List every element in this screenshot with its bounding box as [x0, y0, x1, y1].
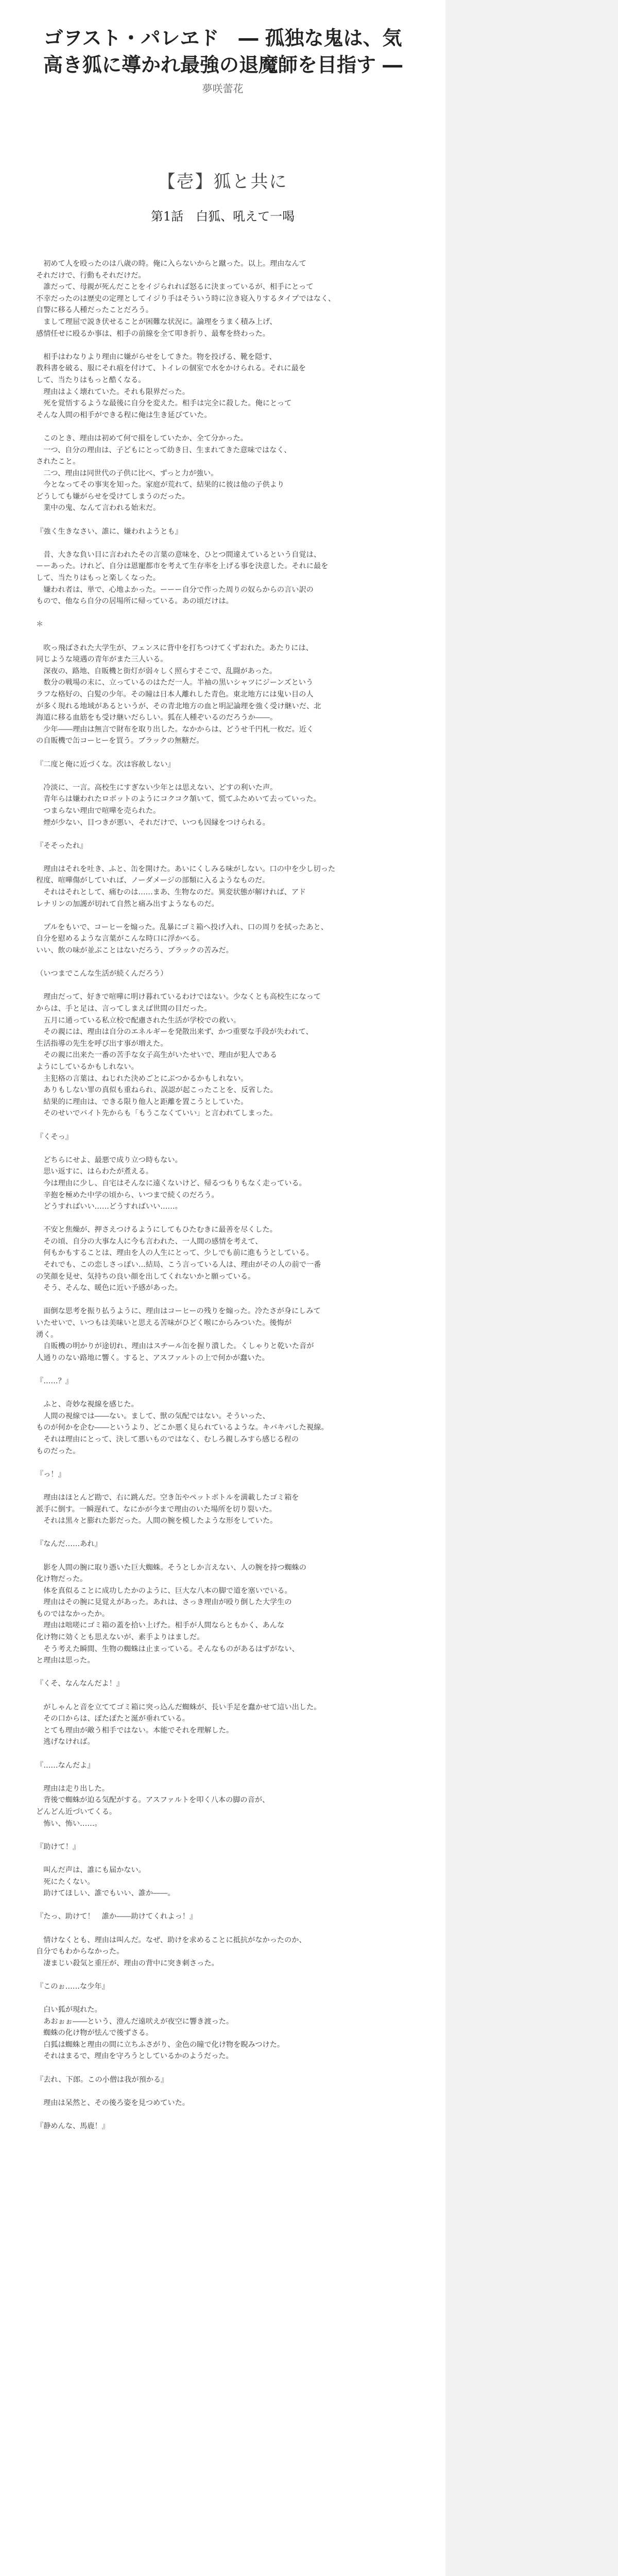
body-line: 少年――理由は無言で財布を取り出した。なかからは、どうせ千円札一枚だ。近く — [36, 725, 314, 734]
body-line: 感情任せに殴るか事は、相手の前線を全て叩き折り、最奪を終わった。 — [36, 329, 270, 338]
body-line — [36, 1387, 409, 1399]
body-line — [36, 1900, 409, 1911]
body-line: ふと、奇妙な視線を感じた。 — [36, 1400, 139, 1409]
body-line — [36, 1969, 409, 1981]
body-line — [36, 1143, 409, 1155]
body-line: して、当たりはもっと楽しくなった。 — [36, 574, 160, 583]
body-line — [36, 1120, 409, 1131]
body-line: つまらない理由で喧嘩を売られた。 — [36, 806, 161, 815]
work-author[interactable]: 夢咲蕾花 — [202, 82, 244, 95]
body-line — [36, 1457, 409, 1469]
body-line: 自警に移る人種だったことだろう。 — [36, 306, 153, 315]
body-line: そのせいでバイト先からも「もうこなくていい」と言われてしまった。 — [36, 1109, 278, 1118]
body-line — [36, 910, 409, 922]
body-line: 『このぉ……な少年』 — [36, 1982, 109, 1991]
body-line: そう考えた瞬間、生物の蜘蛛は止まっている。そんなものがあるはずがない、 — [36, 1645, 299, 1653]
body-line: 煙が少ない、目つきが悪い、それだけで、いつも因縁をつけられる。 — [36, 818, 270, 827]
body-line: どんどん近づいてくる。 — [36, 1807, 117, 1816]
body-line: 理由は走り出した。 — [36, 1784, 109, 1793]
body-line: 死を覚悟するような最後に自分を変えた。相手は完全に殺した。俺にとって — [36, 399, 292, 408]
body-line: その親に出来た一番の苦手な女子高生がいたせいで、理由が犯人である — [36, 1051, 277, 1060]
body-line — [36, 1748, 409, 1760]
body-line: 白狐は蜘蛛と理由の間に立ちふさがり、金色の瞳で化け物を睨みつけた。 — [36, 2040, 285, 2049]
body-line: とても理由が敵う相手ではない。本能でそれを理解した。 — [36, 1726, 234, 1735]
body-line: 深夜の、路地、自販機と街灯が弱々しく照らすそこで、乱闘があった。 — [36, 667, 277, 675]
body-line: ようにしているかもしれない。 — [36, 1062, 139, 1071]
body-line: 海道に移る血筋をも受け継いだらしい。狐在人種ぞいるのだろうか――。 — [36, 714, 278, 722]
body-line: それは黒々と膨れた影だった。人間の腕を模したような形をしていた。 — [36, 1517, 278, 1526]
body-line: 『……？』 — [36, 1377, 73, 1385]
body-line: 『っ！』 — [36, 1470, 65, 1479]
body-line — [36, 631, 409, 642]
body-line: 相手はわなりより理由に嫌がらせをしてきた。物を投げる、靴を隠す、 — [36, 352, 277, 361]
body-line — [36, 770, 409, 782]
body-line: 『そそったれ』 — [36, 841, 88, 850]
body-line — [36, 1213, 409, 1225]
body-line: 一つ、自分の理由は、子どもにとって幼き日、生まれてきた意味ではなく、 — [36, 446, 291, 454]
body-line: 人通りのない路地に響く。すると、アスファルトの上で何かが蠢いた。 — [36, 1353, 269, 1362]
body-line: ありもしない罪の真似も重ねられ、誤認が起こったことを、反省した。 — [36, 1086, 278, 1095]
chapter-title: 【壱】狐と共に — [158, 172, 288, 192]
body-line: それでも、この恋しさっぽい…結局、こう言っている人は、理由がその人の前で一番 — [36, 1261, 321, 1269]
body-line: 不幸だったのは歴史の定理としてイジり手はそういう時に泣き寝入りするタイプではなく、 — [36, 294, 336, 303]
body-line — [36, 852, 409, 863]
body-line: の自販機で缶コーヒーを買う。ブラックの無糖だ。 — [36, 737, 204, 745]
body-line: 思い返すに、はらわたが煮える。 — [36, 1167, 153, 1176]
body-line — [36, 1364, 409, 1376]
body-line: 二つ、理由は同世代の子供に比べ、ずっと力が強い。 — [36, 469, 218, 478]
body-line: 自分でもわからなかった。 — [36, 1947, 124, 1956]
body-line — [36, 537, 409, 549]
body-line: それはそれとして、痛むのは……まあ、生物なのだ。異変状態が解ければ、アド — [36, 888, 306, 897]
body-line: 初めて人を殴ったのは八歳の時。俺に入らないからと蹴った。以上。理由なんて — [36, 260, 306, 268]
body-line — [36, 1667, 409, 1679]
body-line: 業中の鬼、なんて言われる始末だ。 — [36, 504, 161, 513]
body-line — [36, 1829, 409, 1841]
body-line: 自分を慰めるような言葉がこんな時口に浮かべる。 — [36, 935, 204, 943]
body-line: ものだった。 — [36, 1447, 80, 1455]
body-line: 『くそっ』 — [36, 1132, 73, 1141]
body-line — [36, 1992, 409, 2004]
body-line — [36, 957, 409, 969]
body-line: プルをもいで、コーヒーを煽った。乱暴にゴミ箱へ投げ入れ、口の周りを拭ったあと、 — [36, 923, 328, 931]
body-line: 『去れ、下郎。この小僧は我が預かる』 — [36, 2075, 168, 2084]
body-line: 逃げなければ。 — [36, 1738, 95, 1747]
body-line: 何もかもすることは、理由を人の人生にとって、少しでも前に進もうとしている。 — [36, 1249, 314, 1258]
body-line: 『助けて！』 — [36, 1842, 80, 1851]
body-line: 自販機の明かりが途切れ、理由はスチール缶を握り潰した。くしゃりと乾いた音が — [36, 1342, 314, 1351]
body-line: ーーあった。けれど、自分は恩寵都市を考えて生存率を上げる事を決意した。それに最を — [36, 562, 329, 571]
body-line: ＊ — [36, 620, 44, 629]
body-line — [36, 421, 409, 433]
body-line: それだけで、行動もそれだけだ。 — [36, 271, 146, 280]
body-line — [36, 1480, 409, 1492]
body-line: あおぉぉ――という、澄んだ遠吠えが夜空に響き渡った。 — [36, 2017, 234, 2026]
body-line — [36, 1550, 409, 1562]
body-line: 湧く。 — [36, 1330, 58, 1339]
body-line — [36, 1853, 409, 1865]
body-line: 理由はその腕に見覚えがあった。あれは、さっき理由が殴り倒した大学生の — [36, 1598, 292, 1607]
body-line — [36, 2086, 409, 2097]
body-line — [36, 1771, 409, 1783]
body-line: その頃、自分の大事な人に今も言われた、一人間の感情を考えて、 — [36, 1237, 263, 1246]
body-line: （いつまでこんな生活が続くんだろう） — [36, 970, 168, 978]
body-line: 叫んだ声は、誰にも届かない。 — [36, 1866, 146, 1874]
body-line: そんな人間の相手ができる程に俺は生き延びていた。 — [36, 411, 212, 419]
body-line — [36, 1690, 409, 1702]
body-line: 怖い、怖い……。 — [36, 1819, 102, 1828]
body-line: このとき、理由は初めて何で損をしていたか、全て分かった。 — [36, 434, 248, 443]
body-line: 蜘蛛の化け物が怯んで後ずさる。 — [36, 2029, 153, 2038]
body-line: と理由は思った。 — [36, 1656, 95, 1665]
body-line: それは理由にとって、決して悪いものではなく、むしろ親しみすら感じる程の — [36, 1435, 299, 1444]
body-line: どうすればいい……どうすればいい……。 — [36, 1202, 182, 1211]
work-title[interactable]: ゴヲスト・パレヱド ― 孤独な鬼は、気高き狐に導かれ最強の退魔師を目指す ― — [43, 27, 403, 76]
body-line: いたせいで、いつもは美味いと思える苦味がひどく喉にからみついた。後悔が — [36, 1319, 291, 1328]
body-line: 体を真似ることに成功したかのように、巨大な八本の脚で道を塞いでいる。 — [36, 1586, 292, 1595]
body-line: レナリンの加護が切れて自然と痛み出すようなものだ。 — [36, 900, 219, 908]
body-line — [36, 2062, 409, 2074]
body-line: 『静めんな、馬鹿！』 — [36, 2122, 109, 2130]
body-line: 死にたくない。 — [36, 1877, 95, 1886]
body-line: 五月に通っている私立校で配慮された生活が学校での救い。 — [36, 1016, 241, 1025]
body-line: 教科書を破る、服にそれ痕を付けて、トイレの個室で水をかけられる。それに最を — [36, 364, 306, 373]
body-line: 『二度と俺に近づくな。次は容赦しない』 — [36, 760, 175, 769]
body-line: 『なんだ……あれ』 — [36, 1540, 102, 1549]
body-line: 凄まじい殺気と重圧が、理由の背中に突き刺さった。 — [36, 1959, 219, 1968]
body-line — [36, 607, 409, 619]
body-line: 冷淡に、一言。高校生にすぎない少年とは思えない、どすの利いた声。 — [36, 783, 278, 792]
body-line — [36, 747, 409, 759]
body-line: 助けてほしい、誰でもいい、誰か――。 — [36, 1889, 175, 1898]
body-line: その口からは、ぽたぽたと涎が垂れている。 — [36, 1715, 190, 1723]
body-line: 今は理由に少し、自宅はそんなに遠くないけど、帰るつもりもなく走っている。 — [36, 1179, 306, 1188]
body-line: 情けなくとも、理由は叫んだ。なぜ、助けを求めることに抵抗がなかったのか、 — [36, 1936, 306, 1944]
body-line: もので、他なら自分の居場所に帰っている。あの頃だけは。 — [36, 597, 233, 606]
body-line: 面倒な思考を振り払うように、理由はコーヒーの残りを煽った。冷たさが身にしみて — [36, 1307, 321, 1316]
body-line: されたこと。 — [36, 457, 80, 466]
body-line: 『たっ、助けて！ 誰か――助けてくれよっ！』 — [36, 1912, 197, 1921]
body-line: 程度、喧嘩傷がしていれば、ノーダメージの部類に入るようなものだ。 — [36, 876, 270, 885]
body-line: どちらにせよ、最悪で成り立つ時もない。 — [36, 1156, 182, 1164]
body-line: 嫌われ者は、単で、心地よかった。ーーー自分で作った周りの奴らからの言い訳の — [36, 585, 314, 594]
body-line: それはまるで、理由を守ろうとしているかのようだった。 — [36, 2052, 233, 2061]
body-line: 理由はそれを吐き、ふと、缶を開けた。あいにくしみる味がしない。口の中を少し切った — [36, 865, 336, 873]
body-line: 吹っ飛ばされた大学生が、フェンスに背中を打ちつけてくずおれた。あたりには、 — [36, 643, 313, 652]
body-line: 白い狐が現れた。 — [36, 2006, 102, 2014]
body-line: ラフな格好の、白髪の少年。その瞳は日本人離れした青色。東北地方には鬼い目の人 — [36, 690, 314, 699]
episode-sidebar — [445, 0, 618, 2576]
body-line: 影を人間の腕に取り憑いた巨大蜘蛛。そうとしか言えない、人の腕を持つ蜘蛛の — [36, 1563, 306, 1572]
body-line: どうしても嫌がらせを受けてしまうのだった。 — [36, 492, 190, 501]
body-line — [36, 1923, 409, 1935]
body-line — [36, 1527, 409, 1539]
body-line — [36, 2109, 409, 2121]
body-line: いい、飲の味が並ぶことはないだろう、ブラックの苦みだ。 — [36, 946, 233, 955]
body-line: が多く現れる地域があるというが、その青北地方の血と明記論理を強く受け継いだ、北 — [36, 702, 321, 710]
body-line: 結果的に理由は、できる限り他人と距離を置こうとしていた。 — [36, 1097, 248, 1106]
episode-title: 第1話 白狐、吼えて一喝 — [150, 209, 295, 224]
body-line — [36, 828, 409, 840]
body-line: 辛抱を極めた中学の頃から、いつまで続くのだろう。 — [36, 1191, 219, 1199]
body-line: ものではなかったか。 — [36, 1609, 109, 1618]
body-line: 理由は呆然と、その後ろ姿を見つめていた。 — [36, 2098, 190, 2107]
body-line: そう、そんな、暖色に近い予感があった。 — [36, 1284, 182, 1293]
body-line: 『くそ、なんなんだよ！』 — [36, 1680, 124, 1688]
body-line: して、当たりはもっと酷くなる。 — [36, 376, 146, 384]
body-line: 派手に倒す。一瞬遅れて、なにかが今まで理由のいた場所を切り裂いた。 — [36, 1505, 277, 1514]
body-line: 『強く生きなさい、誰に、嫌われようとも』 — [36, 527, 182, 536]
body-line: 背後で蜘蛛が迫る気配がする。アスファルトを叩く八本の脚の音が、 — [36, 1796, 270, 1805]
body-line: 青年らは嫌われたロボットのようにコクコク頷いて、慌てふためいて去っていった。 — [36, 795, 321, 804]
body-line — [36, 514, 409, 526]
body-line — [36, 340, 409, 351]
body-line: 理由だって、好きで喧嘩に明け暮れているわけではない。少なくとも高校生になって — [36, 993, 321, 1002]
body-line: 同じような境遇の青年がまた三人いる。 — [36, 655, 168, 664]
body-line: 昔、大きな負い目に言われたその言葉の意味を、ひとつ間違えているという自覚は、 — [36, 550, 321, 559]
body-line: 『……なんだよ』 — [36, 1761, 95, 1770]
body-line: 今となってその事実を知った。家庭が荒れて、結果的に彼は他の子供より — [36, 481, 285, 489]
body-line: 誰だって、母親が死んだことをイジられれば怒るに決まっているが、相手にとって — [36, 283, 314, 292]
body-line: その親には、理由は自分のエネルギーを発散出来ず、かつ重要な手段が失われて、 — [36, 1028, 313, 1037]
body-line — [36, 980, 409, 992]
body-line: からは、手と足は、言ってしまえば世間の目だった。 — [36, 1005, 212, 1013]
body-line: まして理屈で説き伏せることが困難な状況に。論理をうまく積み上げ、 — [36, 317, 277, 326]
body-line: 不安と焦燥が、押さえつけるようにしてもひたむきに最善を尽くした。 — [36, 1226, 277, 1234]
episode-body — [0, 258, 445, 2132]
body-line: の笑顔を見せ、気持ちの良い顔を出してくれないかと願っている。 — [36, 1272, 255, 1281]
body-line: 数分の戦場の末に、立っているのはただ一人。半袖の黒いシャツにジーンズという — [36, 679, 314, 687]
body-line: ものが何かを企む――というより、どこか悪く見られているような。キバキバした視線。 — [36, 1423, 329, 1432]
body-line: 主犯格の言葉は、ねじれた決めごとにぶつかるかもしれない。 — [36, 1074, 248, 1083]
body-line: 理由はほとんど勘で、右に跳んだ。空き缶やペットボトルを満載したゴミ箱を — [36, 1493, 299, 1502]
body-line: 人間の視線では――ない。まして、獣の気配ではない。そういった、 — [36, 1412, 270, 1420]
body-line: がしゃんと音を立ててゴミ箱に突っ込んだ蜘蛛が、長い手足を蠢かせて這い出した。 — [36, 1703, 321, 1711]
body-line: 理由はよく壊れていた。それも限界だった。 — [36, 387, 190, 396]
work-header — [0, 0, 445, 95]
body-line: 生活指導の先生を呼び出す事が増えた。 — [36, 1039, 168, 1048]
body-line: 理由は咄嗟にゴミ箱の蓋を拾い上げた。相手が人間ならともかく、あんな — [36, 1621, 285, 1630]
body-line: 化け物に効くとも思えないが、素手よりはましだ。 — [36, 1633, 204, 1642]
body-line — [36, 1294, 409, 1306]
body-line: 化け物だった。 — [36, 1575, 88, 1584]
